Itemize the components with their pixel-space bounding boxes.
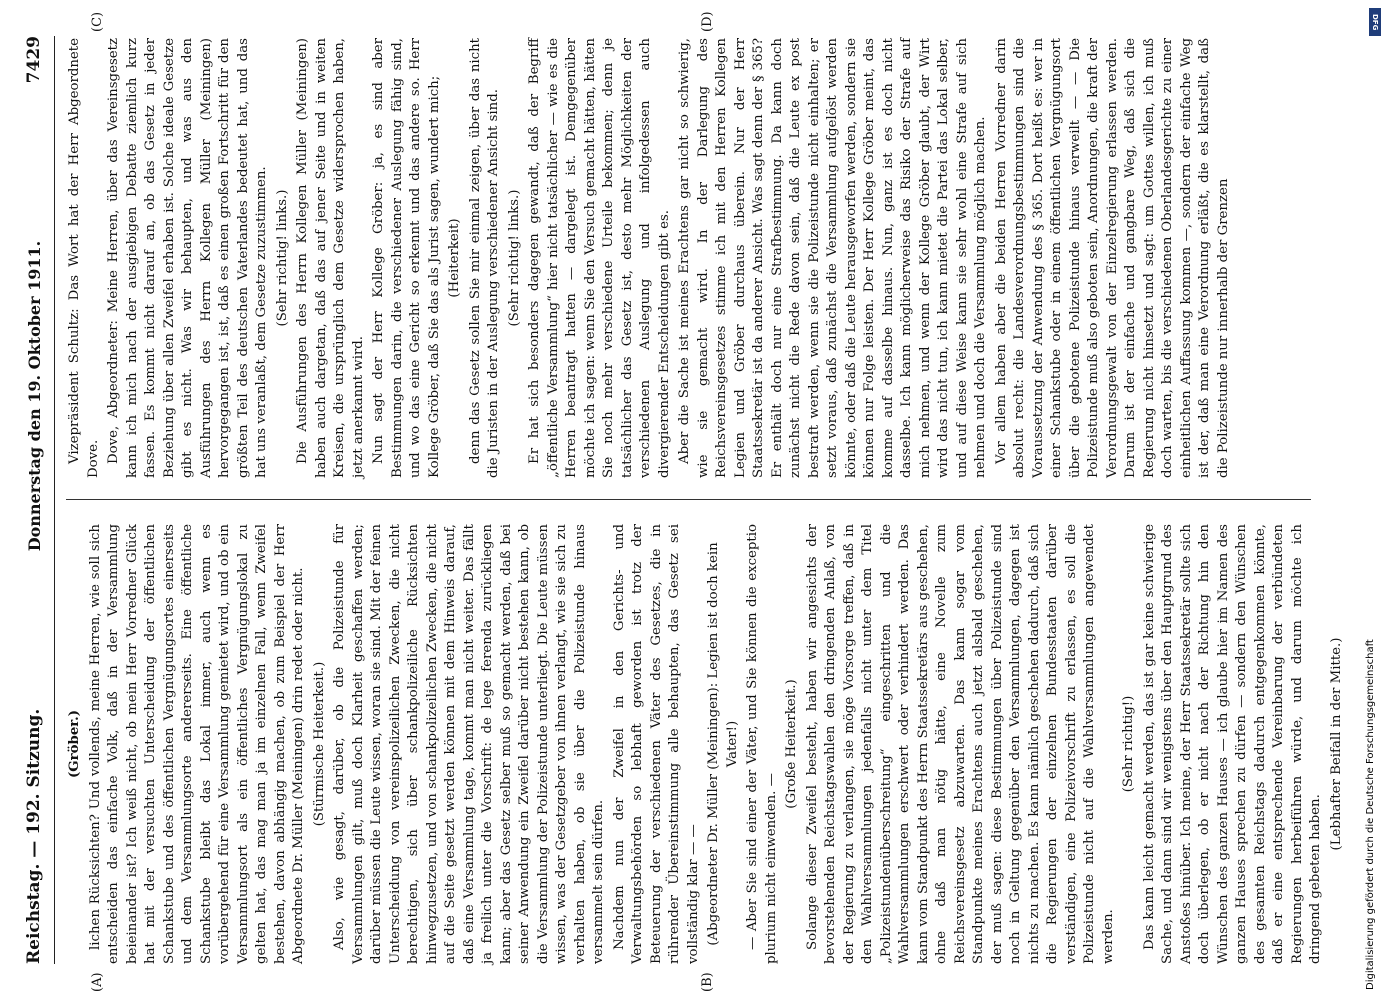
right-column (66, 38, 1311, 478)
paragraph: — Aber Sie sind einer der Väter, und Sie können die exceptio plurium nicht einwenden. — (745, 524, 779, 964)
interjection: (Stürmische Heiterkeit.) (311, 661, 327, 827)
interjection: (Sehr richtig! links.) (274, 189, 290, 327)
paragraph: Er hat sich besonders dagegen gewandt, daß der Begriff „öffentliche Versammlung“ hier nicht tatsächlicher — wie es die Herren beantragt hatten — dargelegt ist. Demgegenüber möchte ich sagen: wenn Sie den Versuch gemacht hätten, hätten Sie noch mehr verschiedene Urteile bekommen; denn je tatsächlicher das Gesetz ist, desto mehr Möglichkeiten der verschiedenen Auslegung und infolgedessen auch divergierender Entscheidungen gibt es. (527, 38, 672, 478)
left-column (66, 524, 1344, 964)
paragraph: Das kann leicht gemacht werden, das ist gar keine schwierige Sache, und dann sind wir wenigstens über den Hauptgrund des Anstoßes hinüber. Ich meine, der Herr Staatssekretär sollte sich doch überlegen, ob er nicht nach der Richtung hin den Wünschen des ganzen Hauses — ich glaube hier im Namen des ganzen Hauses sprechen zu dürfen — sondern den Wünschen des gesamten Reichstags dadurch entgegenkommen könnte, daß er eine entsprechende Vereinbarung der verbündeten Regierungen herbeiführen würde, und darum möchte ich dringend gebeten haben. (1141, 524, 1323, 964)
column-divider (66, 499, 1311, 500)
digitization-credit: Digitalisierung gefördert durch die Deutsche Forschungsgemeinschaft (1365, 639, 1376, 990)
interjection: (Lebhafter Beifall in der Mitte.) (1328, 637, 1344, 851)
margin-letter-d: (D) (700, 11, 715, 32)
dfg-logo: DFG (1369, 8, 1381, 36)
paragraph: Solange dieser Zweifel besteht, haben wir angesichts der bevorstehenden Reichstagswahlen den dringenden Anlaß, von der Regierung zu verlangen, sie möge Vorsorge treffen, daß in den Wahlversammlungen jedenfalls nicht unter dem Titel „Polizeistundenüberschreitung“ eingeschritten und die Wahlversammlungen erschwert oder verhindert werden. Das kann vom Standpunkt des Herrn Staatssekretärs aus geschehen, ohne daß man nötig hätte, eine Novelle zum Reichsvereinsgesetz abzuwarten. Das kann sogar vom Standpunkte meines Erachtens auch jetzt alsbald geschehen, der muß sagen: diese Bestimmungen über Polizeistunde sind noch in Geltung gegenüber den Versammlungen, dagegen ist nichts zu machen. Es kann nämlich geschehen dadurch, daß sich die Regierungen der einzelnen Bundesstaaten darüber verständigen, eine Polizeivorschrift zu erlassen, es soll die Polizeistunde nicht auf die Wahlversammlungen angewendet werden. (804, 524, 1116, 964)
interjection: (Große Heiterkeit.) (784, 679, 799, 809)
page-header (14, 36, 55, 964)
paragraph: Nachdem nun der Zweifel in den Gerichts- und Verwaltungsbehörden so lebhaft geworden ist trotz der Beteuerung der verschiedenen Väter des Gesetzes, die in rührender Übereinstimmung alle behaupten, das Gesetz sei vollständig klar — — (611, 524, 701, 964)
interjection: (Sehr richtig! links.) (506, 189, 522, 327)
header-left: Reichstag. — 192. Sitzung. (24, 708, 44, 964)
paragraph: lichen Rücksichten? Und vollends, meine Herren, wie soll sich entscheiden das einfache Volk, daß in der Versammlung beieinander ist? Ich weiß nicht, ob mein Herr Vorredner Glück hat mit der versuchten Unterscheidung der öffentlichen Schankstube und des öffentlichen Vergnügungsortes einerseits und dem Versammlungsorte andererseits. Eine öffentliche Schankstube bleibt das Lokal immer, auch wenn es vorübergehend für eine Versammlung gemietet wird, und ob ein Versammlungsort als ein öffentliches Vergnügungslokal zu gelten hat, das mag man ja im einzelnen Fall, wenn Zweifel bestehen, davon abhängig machen, ob zum Beispiel der Herr Abgeordnete Dr. Müller (Meiningen) drin redet oder nicht. (87, 524, 306, 964)
header-date: Donnerstag den 19. Oktober 1911. (24, 240, 44, 552)
paragraph: Also, wie gesagt, darüber, ob die Polizeistunde für Versammlungen gilt, muß doch Klarheit geschaffen werden; darüber müssen die Leute wissen, woran sie sind. Mit der feinen Unterscheidung von vereinspolizeilichen Zwecken, die nicht berechtigen, sich über schankpolizeiliche Rücksichten hinwegzusetzen, und von schankpolizeilichen Zwecken, die nicht auf die Seite gesetzt werden können mit dem Hinweis darauf, daß eine Versammlung tage, kommt man nicht weiter. Das fällt ja freilich unter die Vorschrift: de lege ferenda zurückliegen kann; aber das Gesetz selber muß so gemacht werden, daß bei seiner Anwendung ein Zweifel darüber nicht bestehen kann, ob die Versammlung der Polizeistunde unterliegt. Die Leute müssen wissen, was der Gesetzgeber von ihnen verlangt, wie sie sich zu verhalten haben, ob sie über die Polizeistunde hinaus versammelt sein dürfen. (332, 524, 606, 964)
speaker-label: (Gröber.) (67, 710, 82, 778)
margin-letter-c: (C) (90, 11, 105, 32)
interjection: (Heiterkeit) (447, 218, 462, 298)
page-number: 7429 (24, 36, 44, 84)
paragraph: Vizepräsident Schultz: Das Wort hat der Herr Abgeordnete Dove. (67, 38, 101, 478)
margin-letter-b: (B) (700, 972, 715, 992)
interjection: (Sehr richtig!) (1121, 695, 1136, 793)
paragraph: Nun sagt der Herr Kollege Gröber: ja, es sind aber Bestimmungen darin, die verschiedener Auslegung fähig sind, und wo das eine Gericht so erkennt und das andere so. Herr Kollege Gröber, daß Sie das als Jurist sagen, wundert mich; (371, 38, 442, 478)
paragraph: Aber die Sache ist meines Erachtens gar nicht so schwierig, wie sie gemacht wird. In der Darlegung des Reichsvereinsgesetzes stimme ich mit den Herren Kollegen Legien und Gröber durchaus überein. Nur der Herr Staatssekretär ist da anderer Ansicht. Was sagt denn der § 365? Er enthält doch nur eine Strafbestimmung. Da kann doch zunächst nicht die Rede davon sein, daß die Leute ex post bestraft werden, wenn sie die Polizeistunde nicht einhalten; er setzt voraus, daß zunächst die Versammlung aufgelöst werden könnte, oder daß die Leute herausgeworfen werden, sondern sie können nur Folge leisten. Der Herr Kollege Gröber meint, das komme auf dasselbe hinaus. Nun, ganz ist es doch nicht dasselbe. Ich kann möglicherweise das Risiko der Strafe auf mich nehmen, und wenn der Kollege Gröber glaubt, der Wirt wird das nicht tun, ich kann mietet die Partei das Lokal selber, und auf diese Weise kann sie sehr wohl eine Strafe auf sich nehmen und doch die Versammlung möglich machen. (677, 38, 988, 478)
paragraph: Dove, Abgeordneter: Meine Herren, über das Vereinsgesetz kann ich mich nach der ausgiebigen Debatte ziemlich kurz fassen. Es kommt nicht darauf an, ob das Gesetz in jeder Beziehung über allen Zweifel erhaben ist. Solche ideale Gesetze gibt es nicht. Was wir behaupten, und was aus den Ausführungen des Herrn Kollegen Müller (Meiningen) hervorgegangen ist, ist, daß es einen großen Fortschritt für den größten Teil des deutschen Vaterlandes bedeutet hat, und das hat uns veranlaßt, dem Gesetze zuzustimmen. (106, 38, 269, 478)
margin-letter-a: (A) (90, 972, 105, 992)
paragraph: Vor allem haben aber die beiden Herren Vorredner darin absolut recht: die Landesverordnungsbestimmungen sind die Voraussetzung der Anwendung des § 365. Dort heißt es: wer in einer Schankstube oder in einem öffentlichen Vergnügungsort über die gebotene Polizeistunde hinaus verweilt — — Die Polizeistunde muß also geboten sein, Anordnungen, die kraft der Verordnungsgewalt von der Einzelregierung erlassen werden. Darum ist der einfache und gangbare Weg, daß sich die Regierung nicht hinsetzt und sagt: um Gottes willen, ich muß doch warten, bis die verschiedenen Oberlandesgerichte zu einer einheitlichen Auffassung kommen —, sondern der einfache Weg ist der, daß man eine Verordnung erläßt, die es klarstellt, daß die Polizeistunde nur innerhalb der Grenzen (993, 38, 1231, 478)
interjection: (Abgeordneter Dr. Müller (Meiningen): Legien ist doch kein Vater!) (706, 542, 740, 946)
paragraph: Die Ausführungen des Herrn Kollegen Müller (Meiningen) haben auch dargetan, daß das auf jener Seite und in weiten Kreisen, die ursprünglich dem Gesetze widersprochen haben, jetzt anerkannt wird. (295, 38, 366, 478)
paragraph: denn das Gesetz sollen Sie mir einmal zeigen, über das nicht die Juristen in der Auslegung verschiedener Ansicht sind. (467, 38, 501, 478)
